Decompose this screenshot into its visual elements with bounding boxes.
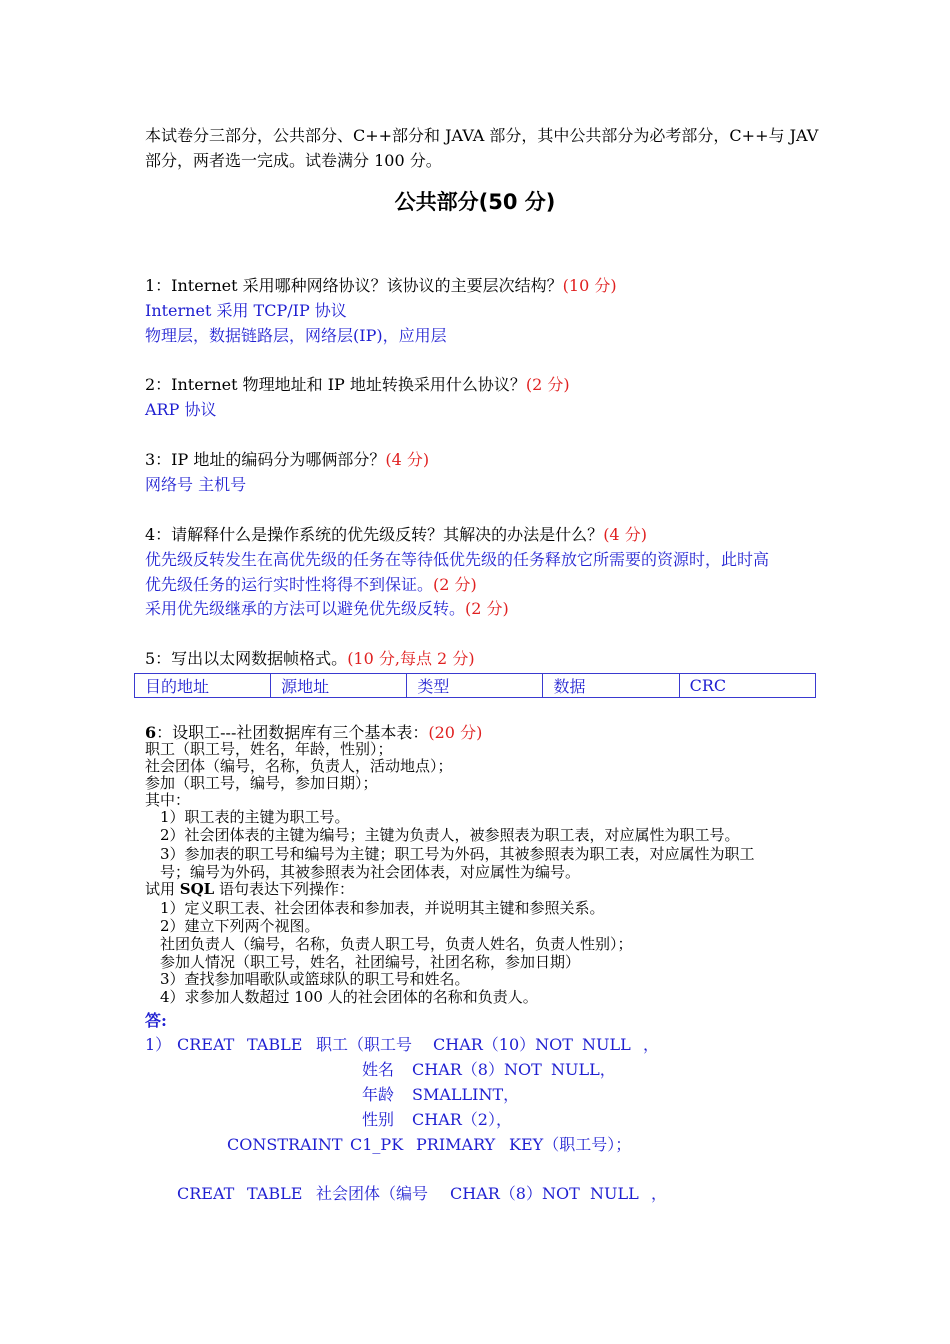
q6-task-2: 2）建立下列两个视图。 bbox=[160, 917, 320, 935]
sql-l3-type: SMALLINT， bbox=[412, 1085, 520, 1104]
sql-l1-type: CHAR（10）NOT bbox=[433, 1035, 573, 1054]
sql-l3-column: 年龄 bbox=[362, 1085, 395, 1104]
q6-question bbox=[145, 724, 482, 741]
q6-task-3: 社团负责人（编号，名称，负责人职工号，负责人姓名，负责人性别）； bbox=[160, 935, 633, 953]
answer-label: 答: bbox=[145, 1011, 167, 1030]
sql-l4-type: CHAR（2）， bbox=[412, 1110, 512, 1129]
sql-l5-keyword-constraint: CONSTRAINT bbox=[227, 1135, 343, 1154]
frame-field-dest: 目的地址 bbox=[135, 674, 271, 698]
q4-answer-1b bbox=[145, 575, 477, 595]
q6-task-1: 1）定义职工表、社会团体表和参加表，并说明其主键和参照关系。 bbox=[160, 899, 605, 917]
sql-l2-null: NULL， bbox=[551, 1060, 616, 1079]
q4-answer-1-points: (2 分) bbox=[433, 575, 477, 594]
q4-points: (4 分) bbox=[603, 525, 647, 544]
q4-question-text: 4：请解释什么是操作系统的优先级反转？其解决的办法是什么？ bbox=[145, 525, 604, 544]
sql-l4-column: 性别 bbox=[362, 1110, 395, 1129]
q6-question-text: ：设职工---社团数据库有三个基本表： bbox=[156, 723, 429, 742]
sql-l5-name: C1_PK bbox=[350, 1135, 404, 1154]
q6-number: 6 bbox=[145, 723, 157, 742]
q1-answer-1: Internet 采用 TCP/IP 协议 bbox=[145, 301, 347, 320]
intro-line-2: 部分，两者选一完成。试卷满分 100 分。 bbox=[145, 151, 442, 170]
sql-l2-type: CHAR（8）NOT bbox=[412, 1060, 542, 1079]
frame-field-crc: CRC bbox=[679, 674, 815, 698]
q3-points: (4 分) bbox=[385, 450, 430, 469]
q4-answer-1a: 优先级反转发生在高优先级的任务在等待低优先级的任务释放它所需要的资源时，此时高 bbox=[145, 550, 770, 569]
q6-constraint-3: 3）参加表的职工号和编号为主键；职工号为外码，其被参照表为职工表，对应属性为职工 bbox=[160, 845, 755, 863]
sql-l2-column: 姓名 bbox=[362, 1060, 395, 1079]
q4-answer-2-points: (2 分) bbox=[465, 599, 509, 618]
sql-l1-keyword-creat: CREAT bbox=[177, 1035, 235, 1054]
q3-answer: 网络号 主机号 bbox=[145, 475, 247, 494]
sql-l6-type: CHAR（8）NOT bbox=[450, 1184, 580, 1203]
q6-line-3: 参加（职工号，编号，参加日期）； bbox=[145, 774, 378, 792]
q4-answer-1b-text: 优先级任务的运行实时性将得不到保证。 bbox=[145, 575, 434, 594]
q3-question-text: 3：IP 地址的编码分为哪俩部分？ bbox=[145, 450, 386, 469]
q6-constraint-2: 2）社会团体表的主键为编号；主键为负责人，被参照表为职工表，对应属性为职工号。 bbox=[160, 826, 740, 844]
q6-line-2: 社会团体（编号，名称，负责人，活动地点）； bbox=[145, 757, 453, 775]
q6-constraint-4: 号；编号为外码，其被参照表为社会团体表，对应属性为编号。 bbox=[160, 863, 581, 881]
section-title: 公共部分(50 分) bbox=[394, 190, 556, 214]
sql-l1-column: 职工（职工号 bbox=[316, 1035, 413, 1054]
ethernet-frame-table bbox=[134, 673, 816, 698]
q2-question bbox=[145, 375, 570, 395]
sql-l6-null: NULL bbox=[590, 1184, 639, 1203]
frame-field-src: 源地址 bbox=[271, 674, 407, 698]
q6-sql-intro-prefix: 试用 bbox=[145, 880, 180, 898]
q4-question bbox=[145, 525, 647, 545]
sql-l5-primary: PRIMARY bbox=[416, 1135, 496, 1154]
q2-answer: ARP 协议 bbox=[145, 400, 217, 419]
q1-points: (10 分) bbox=[562, 276, 617, 295]
q4-answer-2-text: 采用优先级继承的方法可以避免优先级反转。 bbox=[145, 599, 466, 618]
q4-answer-2 bbox=[145, 599, 509, 619]
q1-question bbox=[145, 276, 617, 296]
q6-points: (20 分) bbox=[428, 723, 483, 742]
q1-question-text: 1：Internet 采用哪种网络协议？该协议的主要层次结构？ bbox=[145, 276, 563, 295]
q5-question-text: 5：写出以太网数据帧格式。 bbox=[145, 649, 348, 668]
q6-constraint-1: 1）职工表的主键为职工号。 bbox=[160, 808, 350, 826]
sql-l1-number: 1） bbox=[145, 1035, 172, 1054]
sql-l6-keyword-table: TABLE bbox=[247, 1184, 303, 1203]
intro-line-1: 本试卷分三部分，公共部分、C++部分和 JAVA 部分，其中公共部分为必考部分，C++与 JAV bbox=[145, 126, 819, 145]
q6-task-4: 参加人情况（职工号，姓名，社团编号，社团名称，参加日期） bbox=[160, 953, 581, 971]
frame-field-type: 类型 bbox=[407, 674, 543, 698]
q5-question bbox=[145, 649, 475, 669]
q3-question bbox=[145, 450, 429, 470]
q6-sql-intro-bold: SQL bbox=[179, 880, 215, 898]
q1-answer-2: 物理层，数据链路层，网络层(IP)，应用层 bbox=[145, 326, 447, 345]
q6-task-6: 4）求参加人数超过 100 人的社会团体的名称和负责人。 bbox=[160, 988, 538, 1006]
q2-question-text: 2：Internet 物理地址和 IP 地址转换采用什么协议？ bbox=[145, 375, 526, 394]
q6-task-5: 3）查找参加唱歌队或篮球队的职工号和姓名。 bbox=[160, 970, 470, 988]
sql-l6-end: ， bbox=[651, 1184, 668, 1203]
q6-line-1: 职工（职工号，姓名，年龄，性别）； bbox=[145, 740, 393, 758]
q6-sql-intro bbox=[145, 881, 354, 898]
q6-sql-intro-suffix: 语句表达下列操作： bbox=[214, 880, 355, 898]
sql-l1-end: ， bbox=[643, 1035, 660, 1054]
sql-l5-key: KEY（职工号）； bbox=[509, 1135, 632, 1154]
q5-points: (10 分,每点 2 分) bbox=[347, 649, 475, 668]
table-row bbox=[135, 674, 816, 698]
sql-l6-column: 社会团体（编号 bbox=[316, 1184, 429, 1203]
sql-l6-keyword-creat: CREAT bbox=[177, 1184, 235, 1203]
frame-field-data: 数据 bbox=[543, 674, 679, 698]
sql-l1-null: NULL bbox=[582, 1035, 631, 1054]
q6-line-4: 其中： bbox=[145, 791, 191, 809]
q2-points: (2 分) bbox=[525, 375, 570, 394]
sql-l1-keyword-table: TABLE bbox=[247, 1035, 303, 1054]
